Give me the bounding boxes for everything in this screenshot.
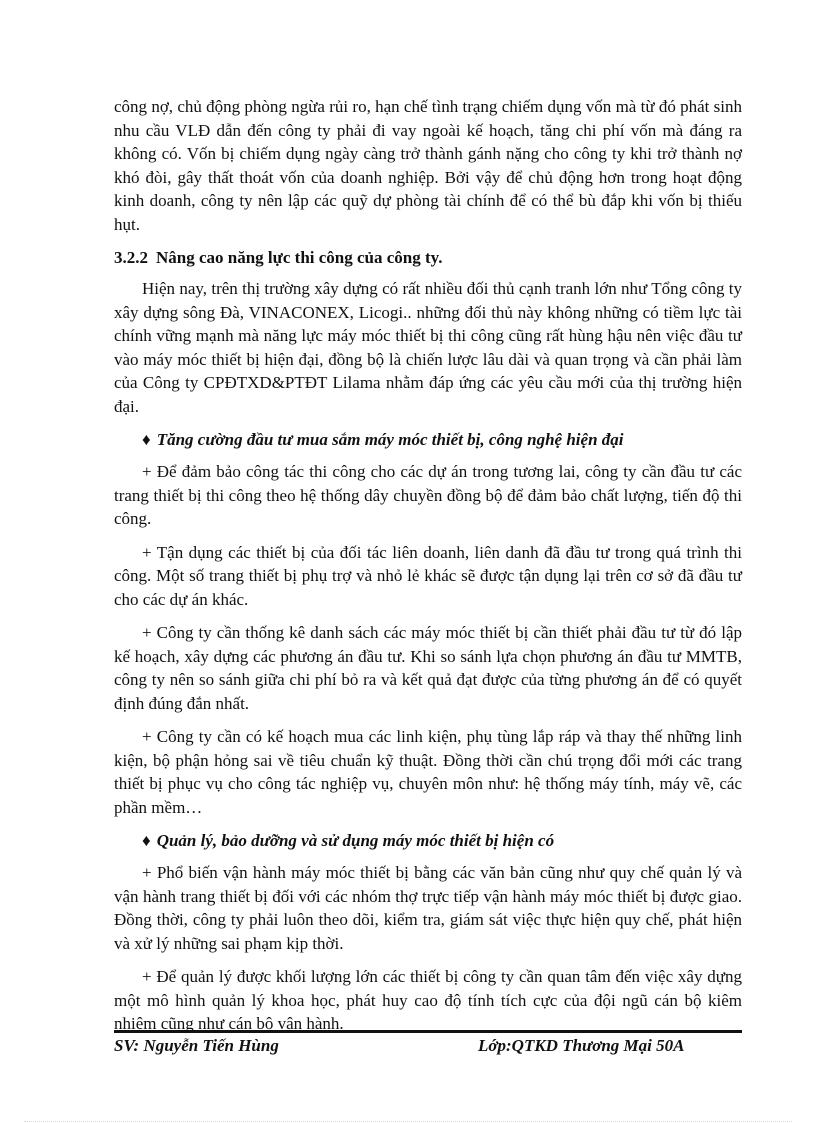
section-heading [114,246,742,269]
bullet-heading-text: Quản lý, bảo dưỡng và sử dụng máy móc thiết bị hiện có [156,831,555,850]
paragraph-equipment-list: + Công ty cần thống kê danh sách các máy móc thiết bị cần thiết phải đầu tư từ đó lập kế hoạch, xây dựng các phương án đầu tư. Khi so sánh lựa chọn phương án đầu tư MMTB, công ty nên so sánh giữa chi phí bỏ ra và kết quả đạt được của từng phương án để có quyết định đúng đắn nhất. [114,623,742,713]
diamond-bullet-icon: ♦ [142,831,151,850]
bullet-heading-investment [114,428,742,451]
footer-class-name: Lớp:QTKD Thương Mại 50A [478,1036,685,1055]
paragraph-market-competition: Hiện nay, trên thị trường xây dựng có rất nhiều đối thủ cạnh tranh lớn như Tổng công ty xây dựng sông Đà, VINACONEX, Licogi.. những đối thủ này không những có tiềm lực tài chính vững mạnh mà năng lực máy móc thiết bị thi công cũng rất hùng hậu nên việc đầu tư vào máy móc thiết bị hiện đại, đồng bộ là chiến lược lâu dài và quan trọng và cần phải làm của Công ty CPĐTXD&PTĐT Lilama nhằm đáp ứng các yêu cầu mới của thị trường hiện đại. [114,279,742,416]
paragraph-partner-equipment: + Tận dụng các thiết bị của đối tác liên doanh, liên danh đã đầu tư trong quá trình thi công. Một số trang thiết bị phụ trợ và nhỏ lẻ khác sẽ được tận dụng lại trên cơ sở đã đầu tư cho các dự án khác. [114,542,742,609]
paragraph-management-model: + Để quản lý được khối lượng lớn các thiết bị công ty cần quan tâm đến việc xây dựng một mô hình quản lý khoa học, phát huy cao độ tính tích cực của đội ngũ cán bộ kiêm nhiệm cũng như cán bộ vận hành. [114,967,742,1033]
diamond-bullet-icon: ♦ [142,430,151,449]
paragraph-debt-risk: công nợ, chủ động phòng ngừa rủi ro, hạn chế tình trạng chiếm dụng vốn mà từ đó phát sinh nhu cầu VLĐ dẫn đến công ty phải đi vay ngoài kế hoạch, tăng chi phí vốn mà đáng ra không có. Vốn bị chiếm dụng ngày càng trở thành gánh nặng cho công ty khi trở thành nợ khó đòi, gây thất thoát vốn của doanh nghiệp. Bởi vậy để chủ động hơn trong hoạt động kinh doanh, công ty nên lập các quỹ dự phòng tài chính để có thể bù đắp khi vốn bị thiếu hụt. [114,97,742,234]
bullet-heading-text: Tăng cường đầu tư mua sắm máy móc thiết bị, công nghệ hiện đại [156,430,624,449]
bullet-heading-management [114,829,742,852]
document-body [114,95,742,1046]
section-number: 3.2.2 [114,248,148,267]
section-title: Nâng cao năng lực thi công của công ty. [156,248,443,267]
paragraph-equipment-sync: + Để đảm bảo công tác thi công cho các dự án trong tương lai, công ty cần đầu tư các trang thiết bị thi công theo hệ thống dây chuyền đồng bộ để đảm bảo chất lượng, tiến độ thi công. [114,462,742,528]
footer-divider [114,1030,742,1033]
paragraph-spare-parts: + Công ty cần có kế hoạch mua các linh kiện, phụ tùng lắp ráp và thay thế những linh kiện, bộ phận hỏng sai về tiêu chuẩn kỹ thuật. Đồng thời cần chú trọng đổi mới các trang thiết bị phục vụ cho công tác nghiệp vụ, chuyên môn như: hệ thống máy tính, máy vẽ, các phần mềm… [114,727,742,817]
footer-student-name: SV: Nguyễn Tiến Hùng [114,1036,279,1055]
page-bottom-border [24,1121,792,1122]
paragraph-operation-rules: + Phổ biến vận hành máy móc thiết bị bằng các văn bản cũng như quy chế quản lý và vận hành trang thiết bị đối với các nhóm thợ trực tiếp vận hành máy móc thiết bị được giao. Đồng thời, công ty phải luôn theo dõi, kiểm tra, giám sát việc thực hiện quy chế, phát hiện và xử lý những sai phạm kịp thời. [114,863,742,953]
